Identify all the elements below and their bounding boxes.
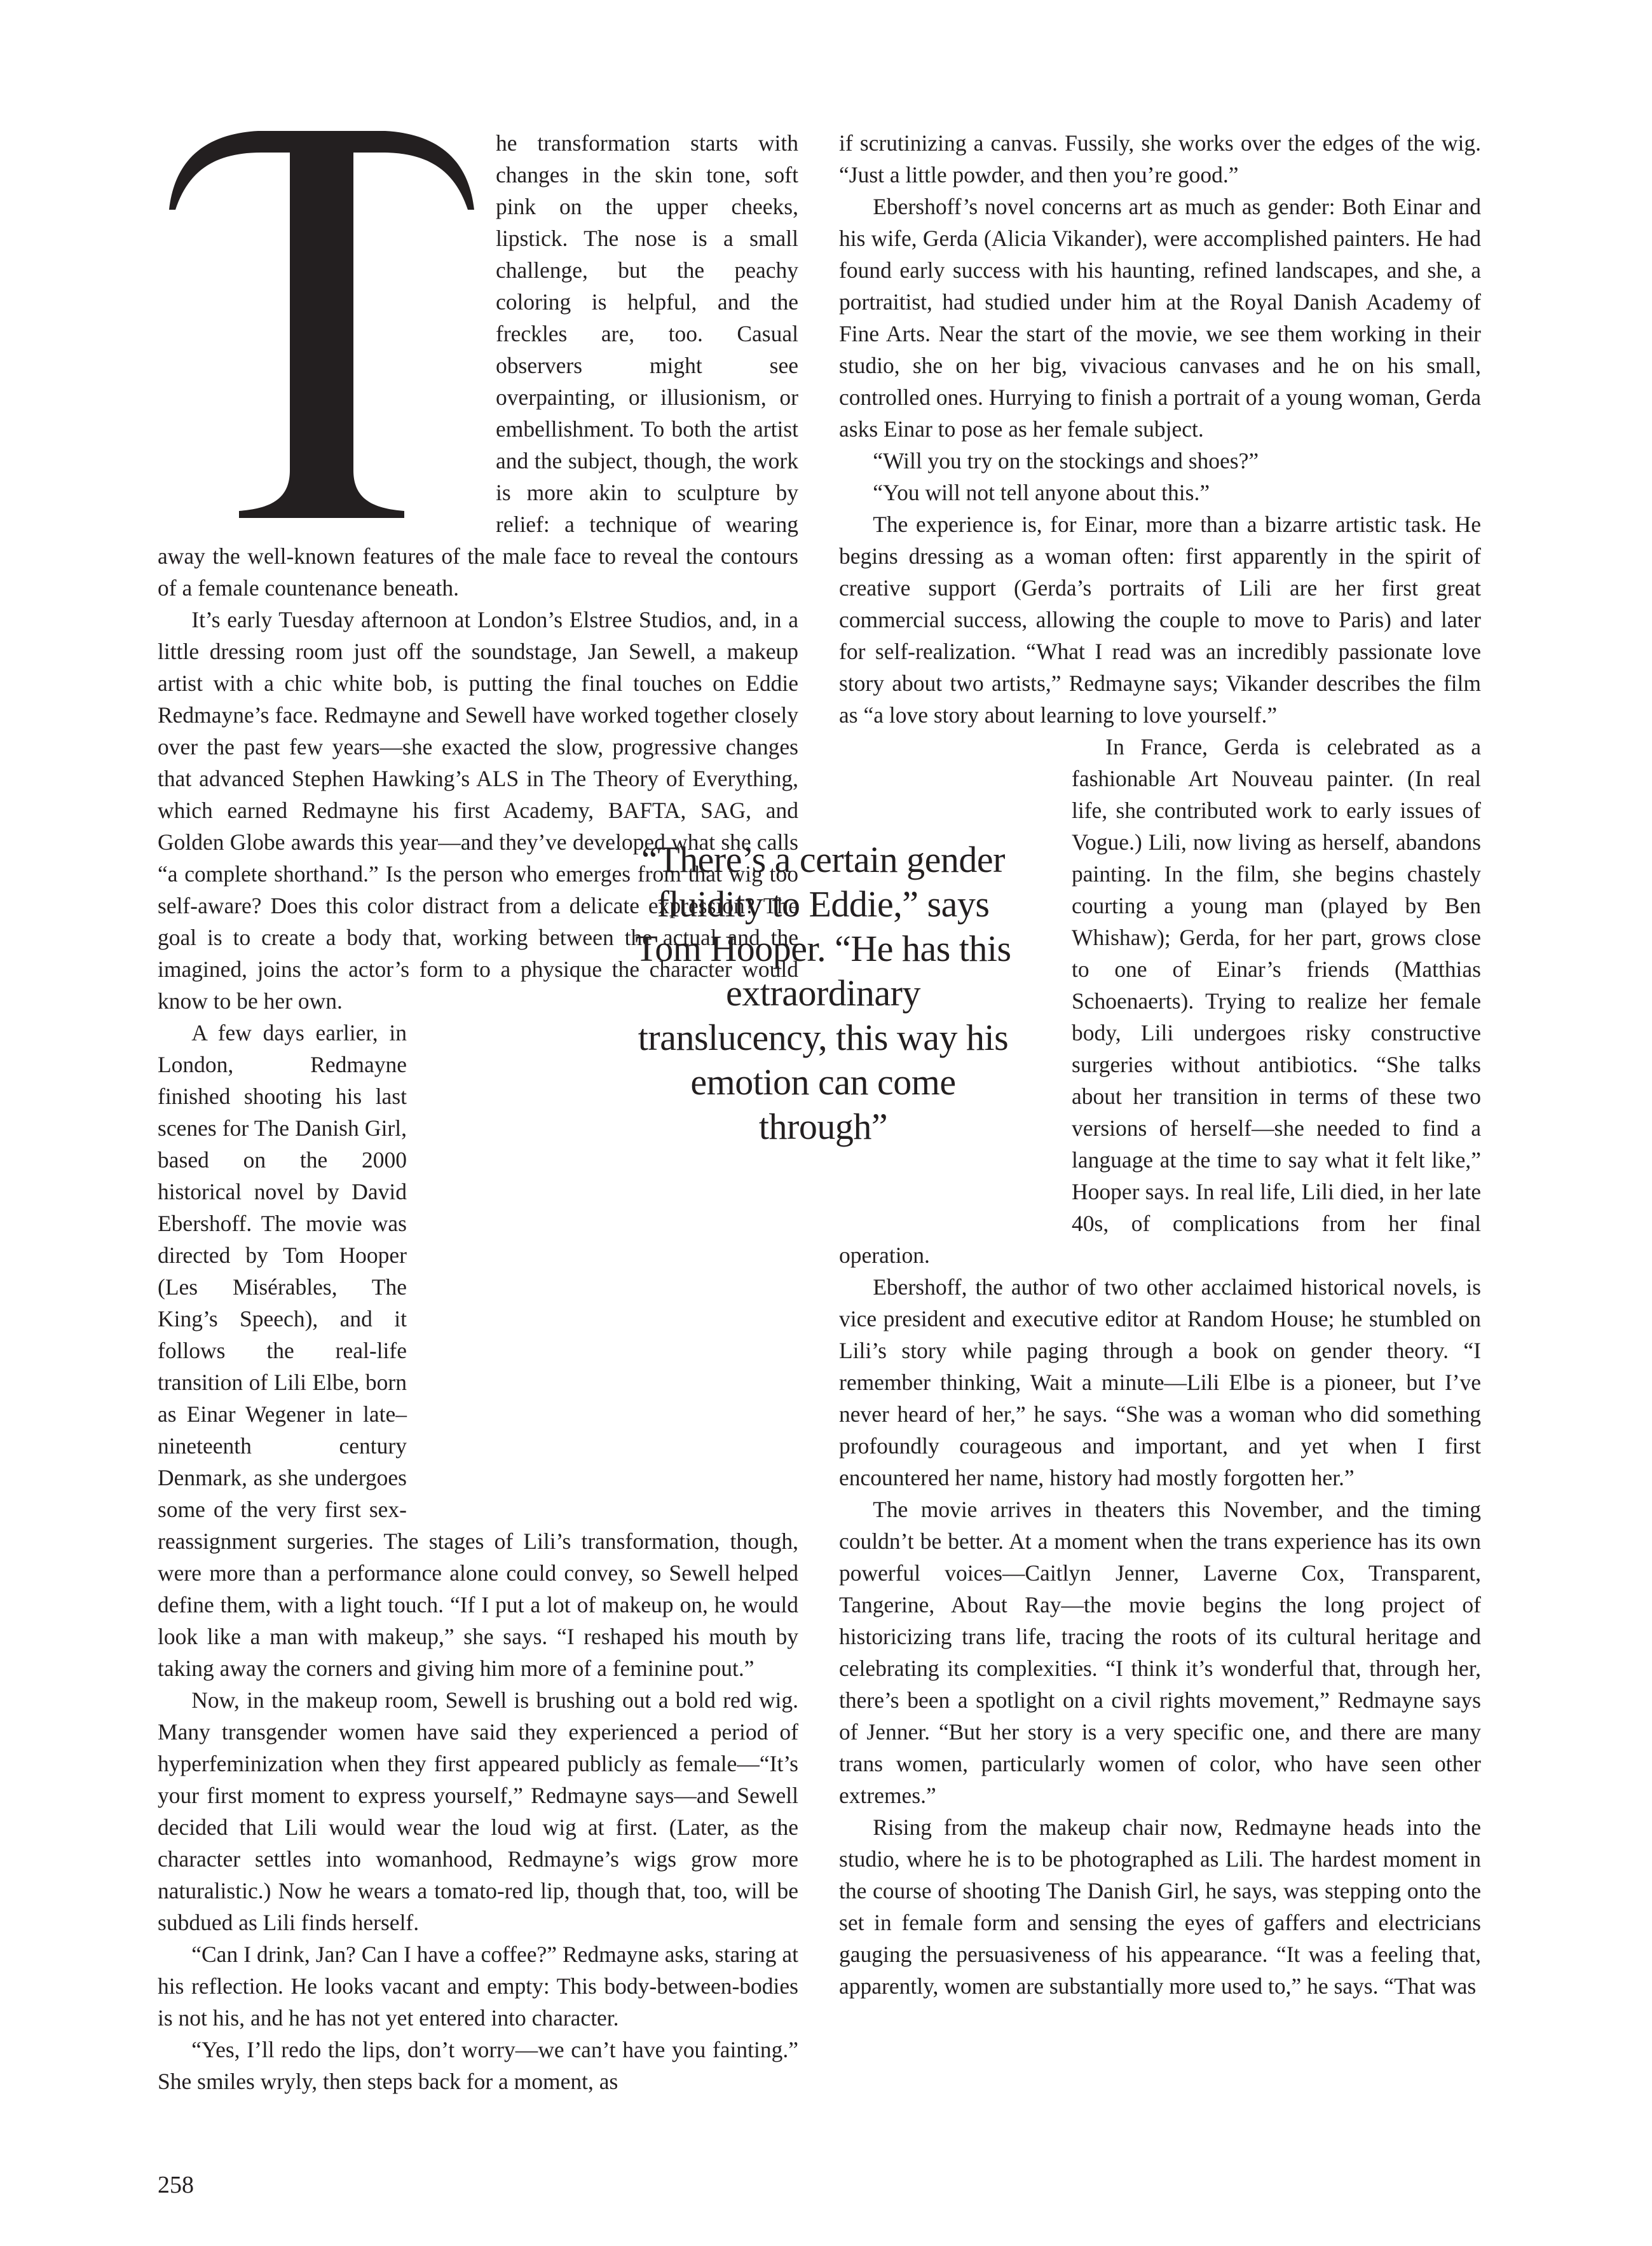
paragraph-5: “Can I drink, Jan? Can I have a coffee?” Redmayne asks, staring at his reflection. He looks vacant and empty: This body-between-bodies is not his, and he has not yet entered into character. <box>158 1942 798 2031</box>
pull-quote: “There’s a certain gender fluidity to Eddie,” says Tom Hooper. “He has this extraordinary translucency, this way his emotion can come through” <box>635 839 1011 1147</box>
paragraph-10: “You will not tell anyone about this.” <box>873 480 1210 505</box>
paragraph-7: if scrutinizing a canvas. Fussily, she works over the edges of the wig. “Just a little powder, and then you’re good.” <box>839 130 1481 187</box>
paragraph-2-text: It’s early Tuesday afternoon at London’s Elstree Studios, and, in a little dressing room just off the soundstage, Jan Sewell, a makeup artist with a chic white bob, is putting the final touches on Eddie Redmayne’s face. Redmayne and Sewell have worked together closely over the past few years—she exacted the slow, progressive changes that advanced Stephen Hawking’s ALS in The Theory of Everything, which earned Redmayne his first Academy, BAFTA, SAG, and Golden Globe awards this year—and they’ve developed what she calls “a complete shorthand.” Is the person who emerges from that wig too self-aware? Does this color distract from a delicate expression? The goal is to create a body that, working between the actual and the imagined, joins the actor’s form to a physique the character would know to be her own. <box>158 607 798 1014</box>
paragraph-11: The experience is, for Einar, more than a bizarre artistic task. He begins dressing as a woman often: first apparently in the spirit of creative support (Gerda’s portraits of Lili are her first great commercial success, allowing the couple to move to Paris) and later for self-realization. “What I read was an incredibly passionate love story about two artists,” Redmayne says; Vikander describes the film as “a love story about learning to love yourself.” <box>839 512 1481 728</box>
paragraph-12: In France, Gerda is celebrated as a fashionable Art Nouveau painter. (In real life, she contributed work to early issues of Vogue.) Lili, now living as herself, abandons painting. In the film, she begins chastely courting a young man (played by Ben Whishaw); Gerda, for her part, grows close to one of Einar’s friends (Matthias Schoenaerts). Trying to realize her female body, Lili undergoes risky constructive surgeries without antibiotics. “She talks about her transition in terms of these two versions of herself—she needed to find a language at the time to say what it felt like,” Hooper says. In real life, Lili died, in her late 40s, of complications from her final operation. <box>839 734 1481 1268</box>
paragraph-1: he transformation starts with changes in the skin tone, soft pink on the upper cheeks, lipstick. The nose is a small challenge, but the peachy coloring is helpful, and the freckles are, too. Casual observers might see overpainting, or illusionism, or embellishment. To both the artist and the subject, though, the work is more akin to sculpture by relief: a technique of wearing away the well-known features of the male face to reveal the contours of a female countenance beneath. <box>158 130 798 601</box>
paragraph-14: The movie arrives in theaters this November, and the timing couldn’t be better. At a moment when the trans experience has its own powerful voices—Caitlyn Jenner, Laverne Cox, Transparent, Tangerine, About Ray—the movie begins the long project of historicizing trans life, tracing the roots of its cultural heritage and celebrating its complexities. “I think it’s wonderful that, through her, there’s been a spotlight on a civil rights movement,” Redmayne says of Jenner. “But her story is a very specific one, and there are many trans women, particularly women of color, who have seen other extremes.” <box>839 1497 1481 1808</box>
paragraph-6: “Yes, I’ll redo the lips, don’t worry—we can’t have you fainting.” She smiles wryly, then steps back for a moment, as <box>158 2037 798 2094</box>
paragraph-15: Rising from the makeup chair now, Redmayne heads into the studio, where he is to be photographed as Lili. The hardest moment in the course of shooting The Danish Girl, he says, was stepping onto the set in female form and sensing the eyes of gaffers and electricians gauging the persuasiveness of his appearance. “It was a feeling that, apparently, women are substantially more used to,” he says. “That was <box>839 1814 1481 1999</box>
page-number: 258 <box>158 2172 194 2198</box>
paragraph-13: Ebershoff, the author of two other acclaimed historical novels, is vice president and executive editor at Random House; he stumbled on Lili’s story while paging through a book on gender theory. “I remember thinking, Wait a minute—Lili Elbe is a pioneer, but I’ve never heard of her,” he says. “She was a woman who did something profoundly courageous and important, and yet when I first encountered her name, history had mostly forgotten her.” <box>839 1274 1481 1490</box>
paragraph-4: Now, in the makeup room, Sewell is brushing out a bold red wig. Many transgender women have said they experienced a period of hyperfeminization when they first appeared publicly as female—“It’s your first moment to express yourself,” Redmayne says—and Sewell decided that Lili would wear the loud wig at first. (Later, as the character settles into womanhood, Redmayne’s wigs grow more naturalistic.) Now he wears a tomato-red lip, though that, too, will be subdued as Lili finds herself. <box>158 1687 798 1935</box>
drop-cap-letter-glyph <box>163 127 481 521</box>
paragraph-9: “Will you try on the stockings and shoes?” <box>873 448 1259 473</box>
paragraph-3: A few days earlier, in London, Redmayne finished shooting his last scenes for The Danish Girl, based on the 2000 historical novel by David Ebershoff. The movie was directed by Tom Hooper (Les Misérables, The King’s Speech), and it follows the real-life transition of Lili Elbe, born as Einar Wegener in late–nineteenth century Denmark, as she undergoes some of the very first sex-reassignment surgeries. The stages of Lili’s transformation, though, were more than a performance alone could convey, so Sewell helped define them, with a light touch. “If I put a lot of makeup on, he would look like a man with makeup,” she says. “I reshaped his mouth by taking away the corners and giving him more of a feminine pout.” <box>158 1020 798 1681</box>
drop-cap <box>158 127 488 526</box>
paragraph-8: Ebershoff’s novel concerns art as much as gender: Both Einar and his wife, Gerda (Alicia Vikander), were accomplished painters. He had found early success with his haunting, refined landscapes, and she, a portraitist, had studied under him at the Royal Danish Academy of Fine Arts. Near the start of the movie, we see them working in their studio, she on her big, vivacious canvases and he on his small, controlled ones. Hurrying to finish a portrait of a young woman, Gerda asks Einar to pose as her female subject. <box>839 194 1481 442</box>
